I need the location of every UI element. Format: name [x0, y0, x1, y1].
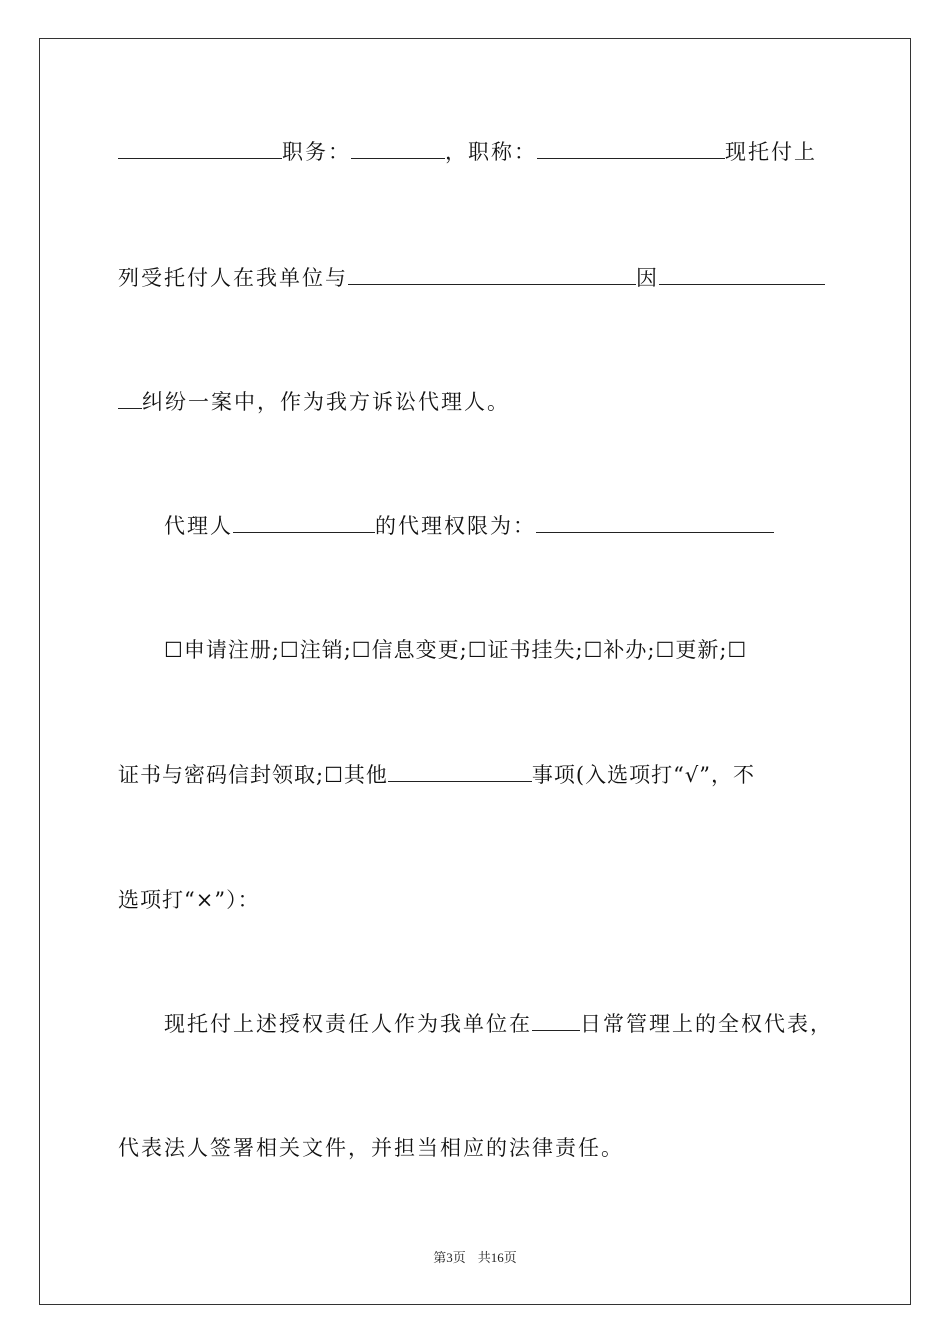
blank-line: [536, 514, 774, 533]
blank-line: [118, 390, 142, 409]
blank-line: [659, 266, 825, 285]
paragraph-line-5: [164, 635, 884, 665]
paragraph-line-8: [164, 1009, 884, 1039]
text-agency-scope: 的代理权限为：: [375, 514, 536, 538]
text-legal-responsibility: 代表法人签署相关文件，并担当相应的法律责任。: [118, 1136, 624, 1160]
text-agent: 代理人: [164, 514, 233, 538]
text-authorize: 现托付上述授权责任人作为我单位在: [164, 1012, 532, 1036]
paragraph-line-6: [118, 760, 838, 790]
text-title-label: ，职称：: [445, 140, 537, 164]
paragraph-line-4: [164, 511, 884, 541]
paragraph-line-7: [118, 885, 838, 915]
text-entrusted-person: 列受托付人在我单位与: [118, 266, 348, 290]
text-duty-label: 职务：: [282, 140, 351, 164]
blank-line: [532, 1012, 580, 1031]
blank-line: [537, 140, 725, 159]
text-entrust: 现托付上: [725, 140, 817, 164]
page-footer: [0, 1247, 950, 1266]
text-items-instruction: 事项(入选项打“√”，不: [531, 763, 755, 787]
paragraph-line-3: [118, 387, 838, 417]
text-checkbox-options: ☐申请注册;☐注销;☐信息变更;☐证书挂失;☐补办;☐更新;☐: [164, 638, 748, 662]
paragraph-line-1: [118, 137, 838, 167]
text-certificate-pickup: 证书与密码信封领取;☐其他: [118, 763, 388, 787]
page-frame: [39, 38, 911, 1305]
paragraph-line-9: [118, 1133, 838, 1163]
blank-line: [351, 140, 445, 159]
page-number: 第3页: [433, 1250, 466, 1265]
text-unselected-instruction: 选项打“×”）：: [118, 888, 260, 912]
blank-line: [118, 140, 282, 159]
text-dispute: 纠纷一案中，作为我方诉讼代理人。: [142, 390, 510, 414]
page-total: 共16页: [477, 1250, 517, 1265]
blank-line: [348, 266, 636, 285]
blank-line: [233, 514, 375, 533]
blank-line: [388, 763, 532, 782]
paragraph-line-2: [118, 263, 838, 293]
text-full-representative: 日常管理上的全权代表，: [580, 1012, 833, 1036]
text-because: 因: [636, 266, 659, 290]
